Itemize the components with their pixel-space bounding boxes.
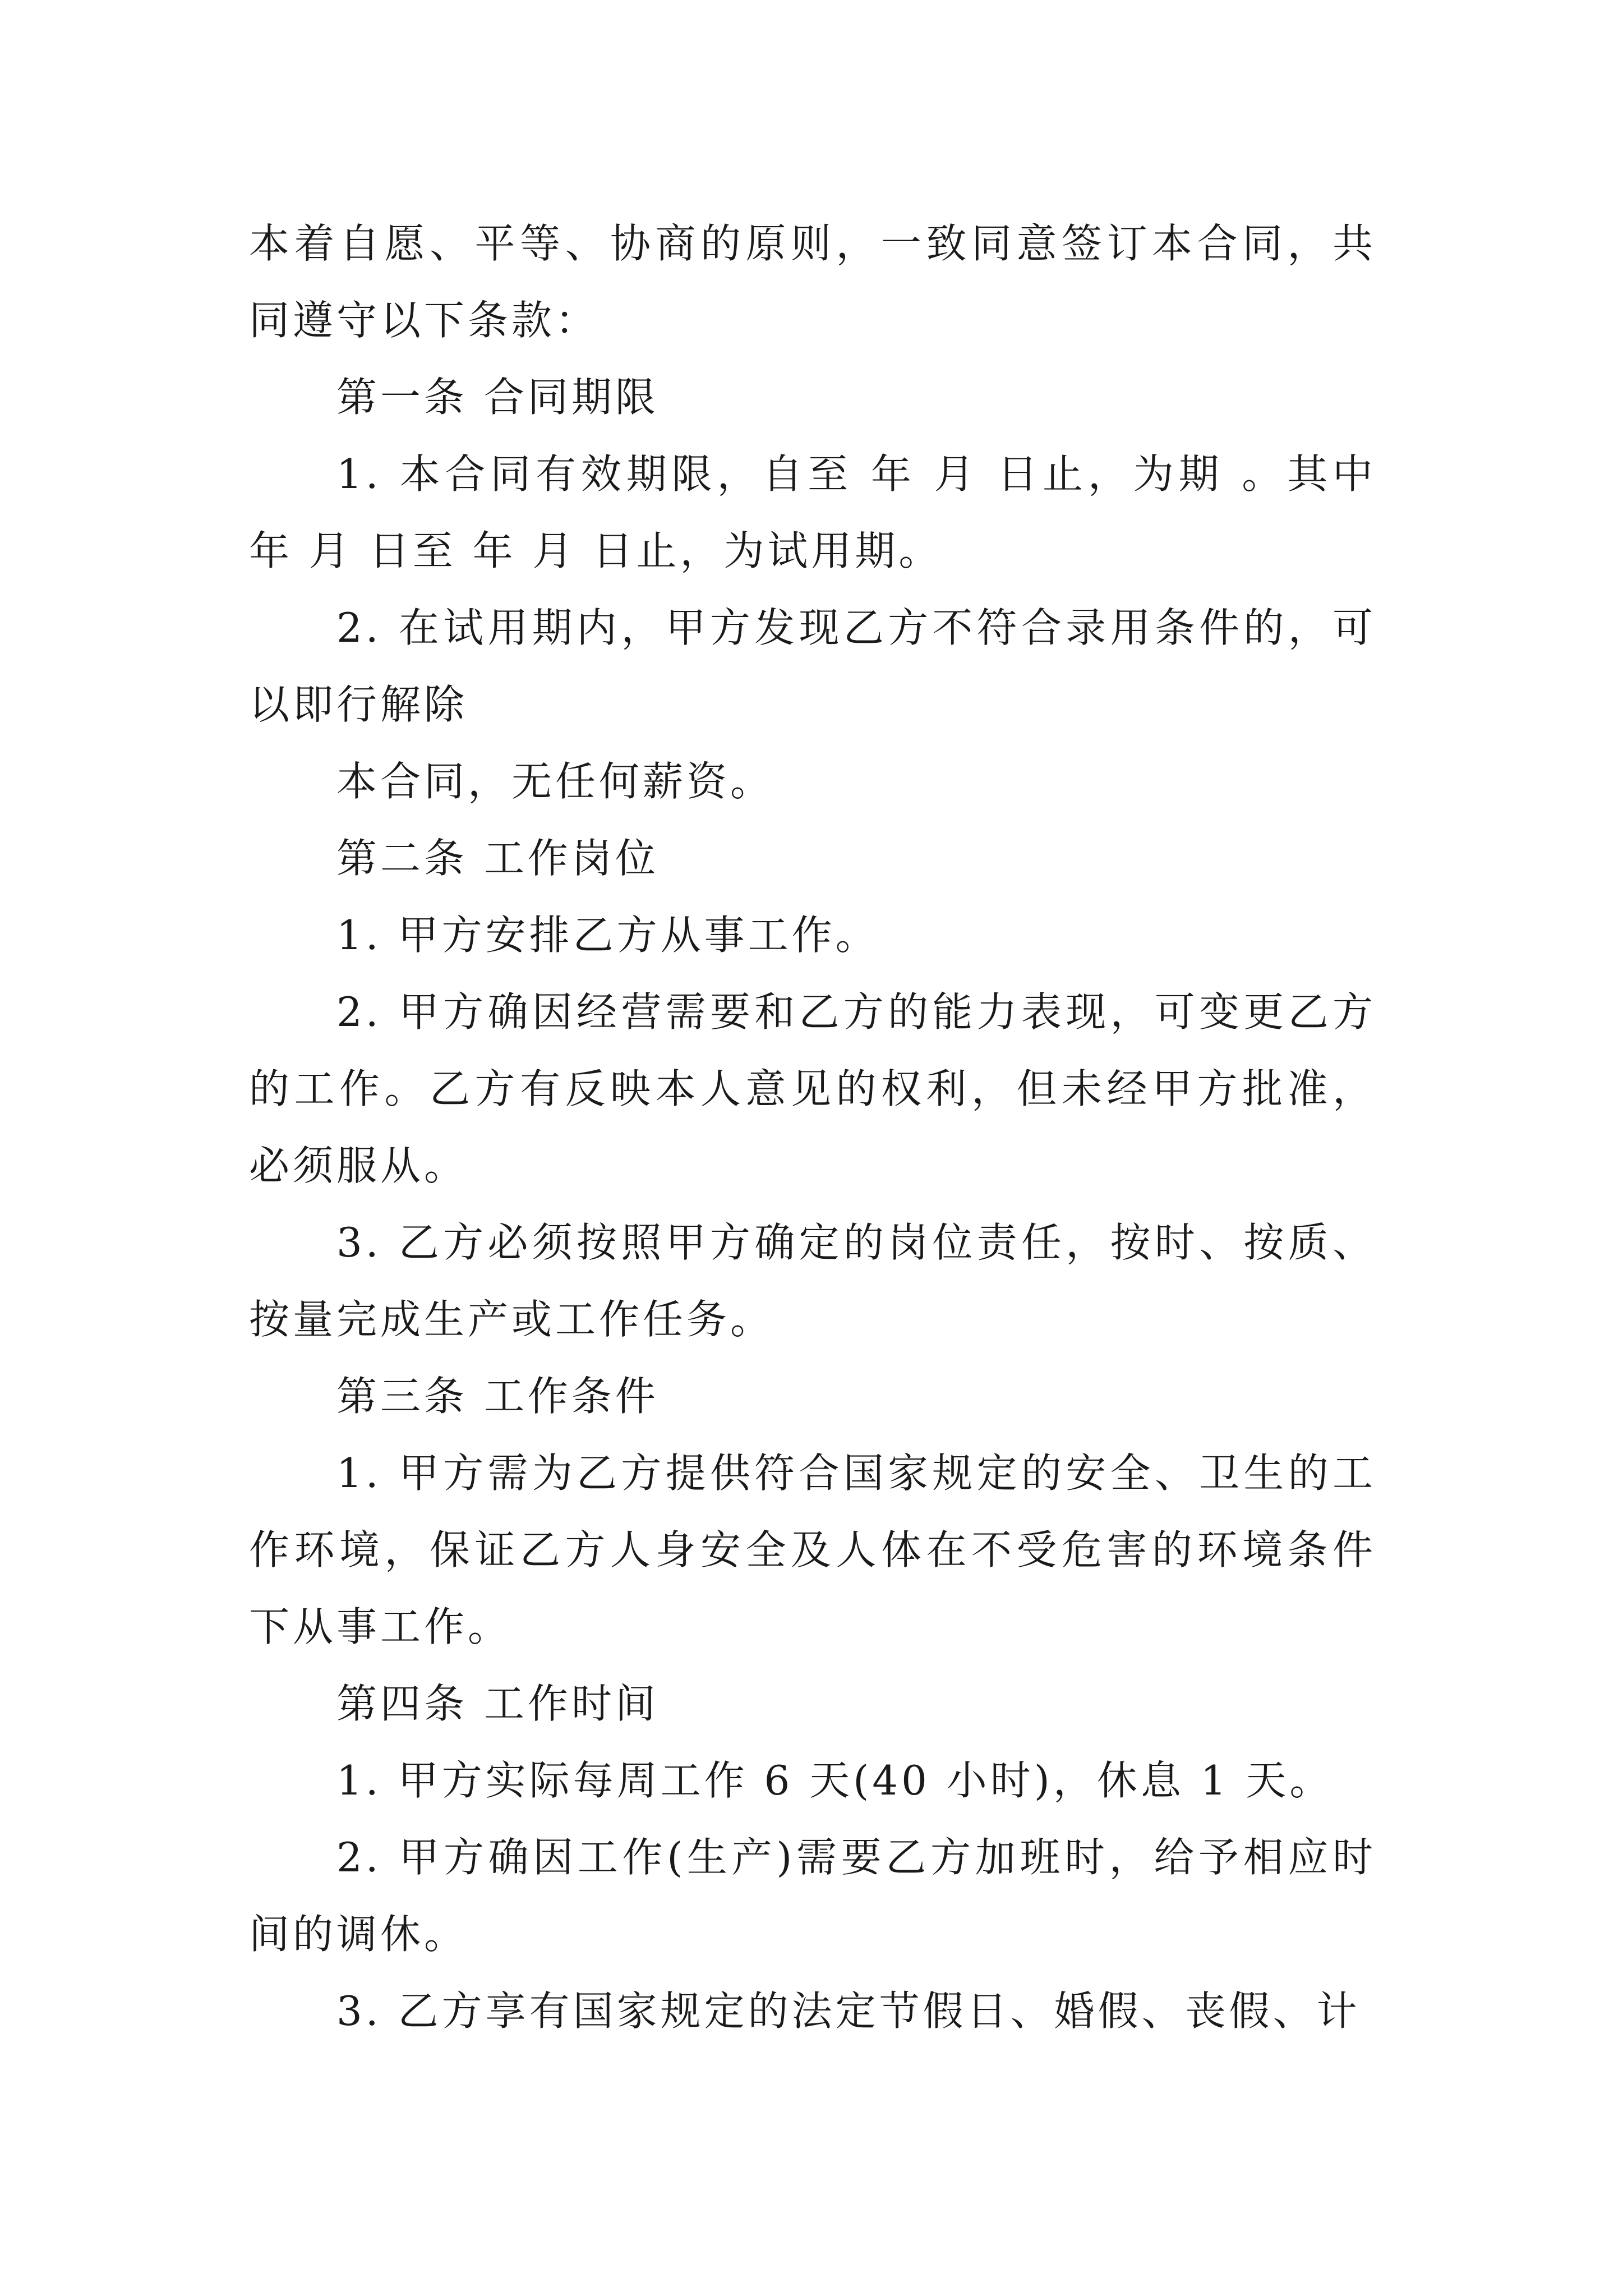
heading-article-4: 第四条 工作时间 xyxy=(336,1680,659,1727)
heading-article-2: 第二条 工作岗位 xyxy=(336,835,659,882)
paragraph-article-4-item-3: 3. 乙方享有国家规定的法定节假日、婚假、丧假、计 xyxy=(336,1987,1361,2035)
paragraph-article-2-item-3: 3. 乙方必须按照甲方确定的岗位责任，按时、按质、按量完成生产或工作任务。 xyxy=(249,1219,1376,1343)
paragraph-article-4-item-1: 1. 甲方实际每周工作 6 天(40 小时)，休息 1 天。 xyxy=(336,1757,1334,1804)
heading-article-3: 第三条 工作条件 xyxy=(336,1373,659,1420)
paragraph-article-1-item-2: 2. 在试用期内，甲方发现乙方不符合录用条件的，可以即行解除 xyxy=(249,604,1376,728)
paragraph-article-1-item-1: 1. 本合同有效期限，自至 年 月 日止，为期 。其中 年 月 日至 年 月 日止，为试用期。 xyxy=(249,450,1376,574)
heading-article-1: 第一条 合同期限 xyxy=(336,374,659,421)
paragraph-article-2-item-1: 1. 甲方安排乙方从事工作。 xyxy=(336,912,879,959)
paragraph-article-4-item-2: 2. 甲方确因工作(生产)需要乙方加班时，给予相应时间的调休。 xyxy=(249,1834,1376,1958)
paragraph-article-2-item-2: 2. 甲方确因经营需要和乙方的能力表现，可变更乙方的工作。乙方有反映本人意见的权利，但未经甲方批准，必须服从。 xyxy=(249,988,1376,1189)
paragraph-intro: 本着自愿、平等、协商的原则，一致同意签订本合同，共同遵守以下条款： xyxy=(249,220,1376,344)
document-body xyxy=(249,205,1376,2050)
paragraph-article-3-item-1: 1. 甲方需为乙方提供符合国家规定的安全、卫生的工作环境，保证乙方人身安全及人体在不受危害的环境条件下从事工作。 xyxy=(249,1450,1376,1650)
paragraph-article-1-item-2-cont: 本合同，无任何薪资。 xyxy=(336,758,774,805)
